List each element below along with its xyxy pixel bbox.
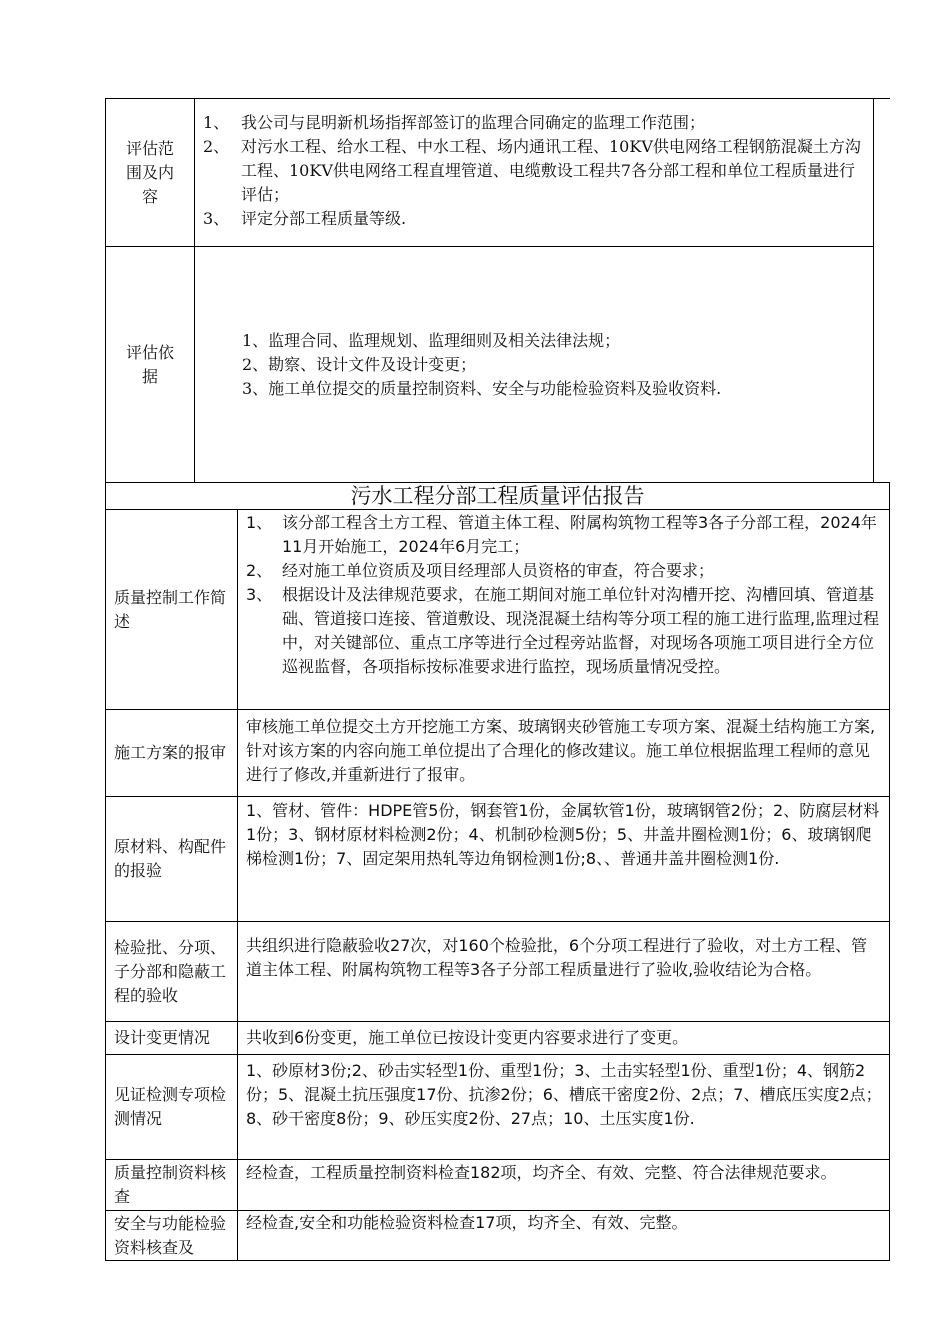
qc-item: 2、 经对施工单位资质及项目经理部人员资格的审查，符合要求；	[246, 561, 715, 580]
plan-content: 审核施工单位提交土方开挖施工方案、玻璃钢夹砂管施工专项方案、混凝土结构施工方案,针对该方案的内容向施工单位提出了合理化的修改建议。施工单位根据监理工程师的意见进行了修改,并重新进行了报审。	[246, 717, 876, 784]
inspection-label-text: 检验批、分项、子分部和隐蔽工程的验收	[114, 937, 227, 1005]
basis-content	[242, 329, 721, 401]
inspection-label	[106, 922, 237, 1021]
basis-item: 3、施工单位提交的质量控制资料、安全与功能检验资料及验收资料.	[242, 379, 722, 398]
qc-label	[106, 510, 237, 709]
witness-content: 1、砂原材3份;2、砂击实轻型1份、重型1份；3、土击实轻型1份、重型1份；4、钢筋2份；5、混凝土抗压强度17份、抗渗2份；6、槽底干密度2份、2点；7、槽底压实度2点；8、砂干密度8份；9、砂压实度2份、27点；10、土压实度1份.	[246, 1061, 882, 1128]
qc-item: 1、 该分部工程含土方工程、管道主体工程、附属构筑物工程等3各子分部工程，2024年11月开始施工，2024年6月完工；	[246, 513, 877, 556]
scope-label	[110, 99, 190, 246]
design-label-text: 设计变更情况	[114, 1028, 211, 1047]
inspection-content: 共组织进行隐蔽验收27次，对160个检验批，6个分项工程进行了验收，对土方工程、管道主体工程、附属构筑物工程等3各子分部工程质量进行了验收,验收结论为合格。	[246, 936, 868, 979]
report-title: 污水工程分部工程质量评估报告	[350, 484, 645, 508]
material-label	[106, 797, 237, 921]
basis-label	[110, 247, 190, 482]
qcdata-label-text: 质量控制资料核查	[114, 1163, 227, 1206]
witness-label	[106, 1055, 237, 1159]
qc-content	[238, 511, 888, 679]
qcdata-content: 经检查，工程质量控制资料检查182项，均齐全、有效、完整、符合法律规范要求。	[246, 1163, 837, 1182]
qc-label-text: 质量控制工作简述	[114, 587, 227, 631]
witness-label-text: 见证检测专项检测情况	[114, 1085, 227, 1128]
design-content: 共收到6份变更，施工单位已按设计变更内容要求进行了变更。	[246, 1028, 689, 1047]
basis-label-text: 评估依据	[125, 342, 174, 386]
scope-item: 2、 对污水工程、给水工程、中水工程、场内通讯工程、10KV供电网络工程钢筋混凝土方沟工程、10KV供电网络工程直埋管道、电缆敷设工程共7各分部工程和单位工程质量进行评估；	[203, 137, 861, 204]
basis-item: 1、监理合同、监理规划、监理细则及相关法律法规；	[242, 331, 621, 350]
safety-label	[106, 1211, 237, 1260]
qcdata-label	[106, 1160, 237, 1210]
safety-content: 经检查,安全和功能检验资料检查17项，均齐全、有效、完整。	[246, 1213, 688, 1232]
material-label-text: 原材料、构配件的报验	[114, 837, 227, 880]
safety-label-text: 安全与功能检验资料核查及	[114, 1213, 227, 1257]
plan-label	[106, 710, 237, 796]
plan-label-text: 施工方案的报审	[114, 743, 227, 762]
basis-item: 2、勘察、设计文件及设计变更；	[242, 355, 477, 374]
design-label	[106, 1022, 237, 1054]
qc-item: 3、 根据设计及法律规范要求，在施工期间对施工单位针对沟槽开挖、沟槽回填、管道基础、管道接口连接、管道敷设、现浇混凝土结构等分项工程的施工进行监理,监理过程中，对关键部位、重点工序等进行全过程旁站监督，对现场各项施工项目进行全方位巡视监督，各项指标按标准要求进行监控，现场质量情况受控。	[246, 585, 880, 676]
scope-item: 3、 评定分部工程质量等级.	[203, 209, 407, 228]
scope-content	[203, 111, 868, 231]
material-content: 1、管材、管件：HDPE管5份，钢套管1份，金属软管1份，玻璃钢管2份；2、防腐层材料1份；3、钢材原材料检测2份；4、机制砂检测5份；5、井盖井圈检测1份；6、玻璃钢爬梯检测1份；7、固定架用热轧等边角钢检测1份;8、、普通井盖井圈检测1份.	[246, 801, 880, 868]
scope-item: 1、 我公司与昆明新机场指挥部签订的监理合同确定的监理工作范围；	[203, 113, 706, 132]
scope-label-text: 评估范围及内容	[125, 138, 174, 206]
